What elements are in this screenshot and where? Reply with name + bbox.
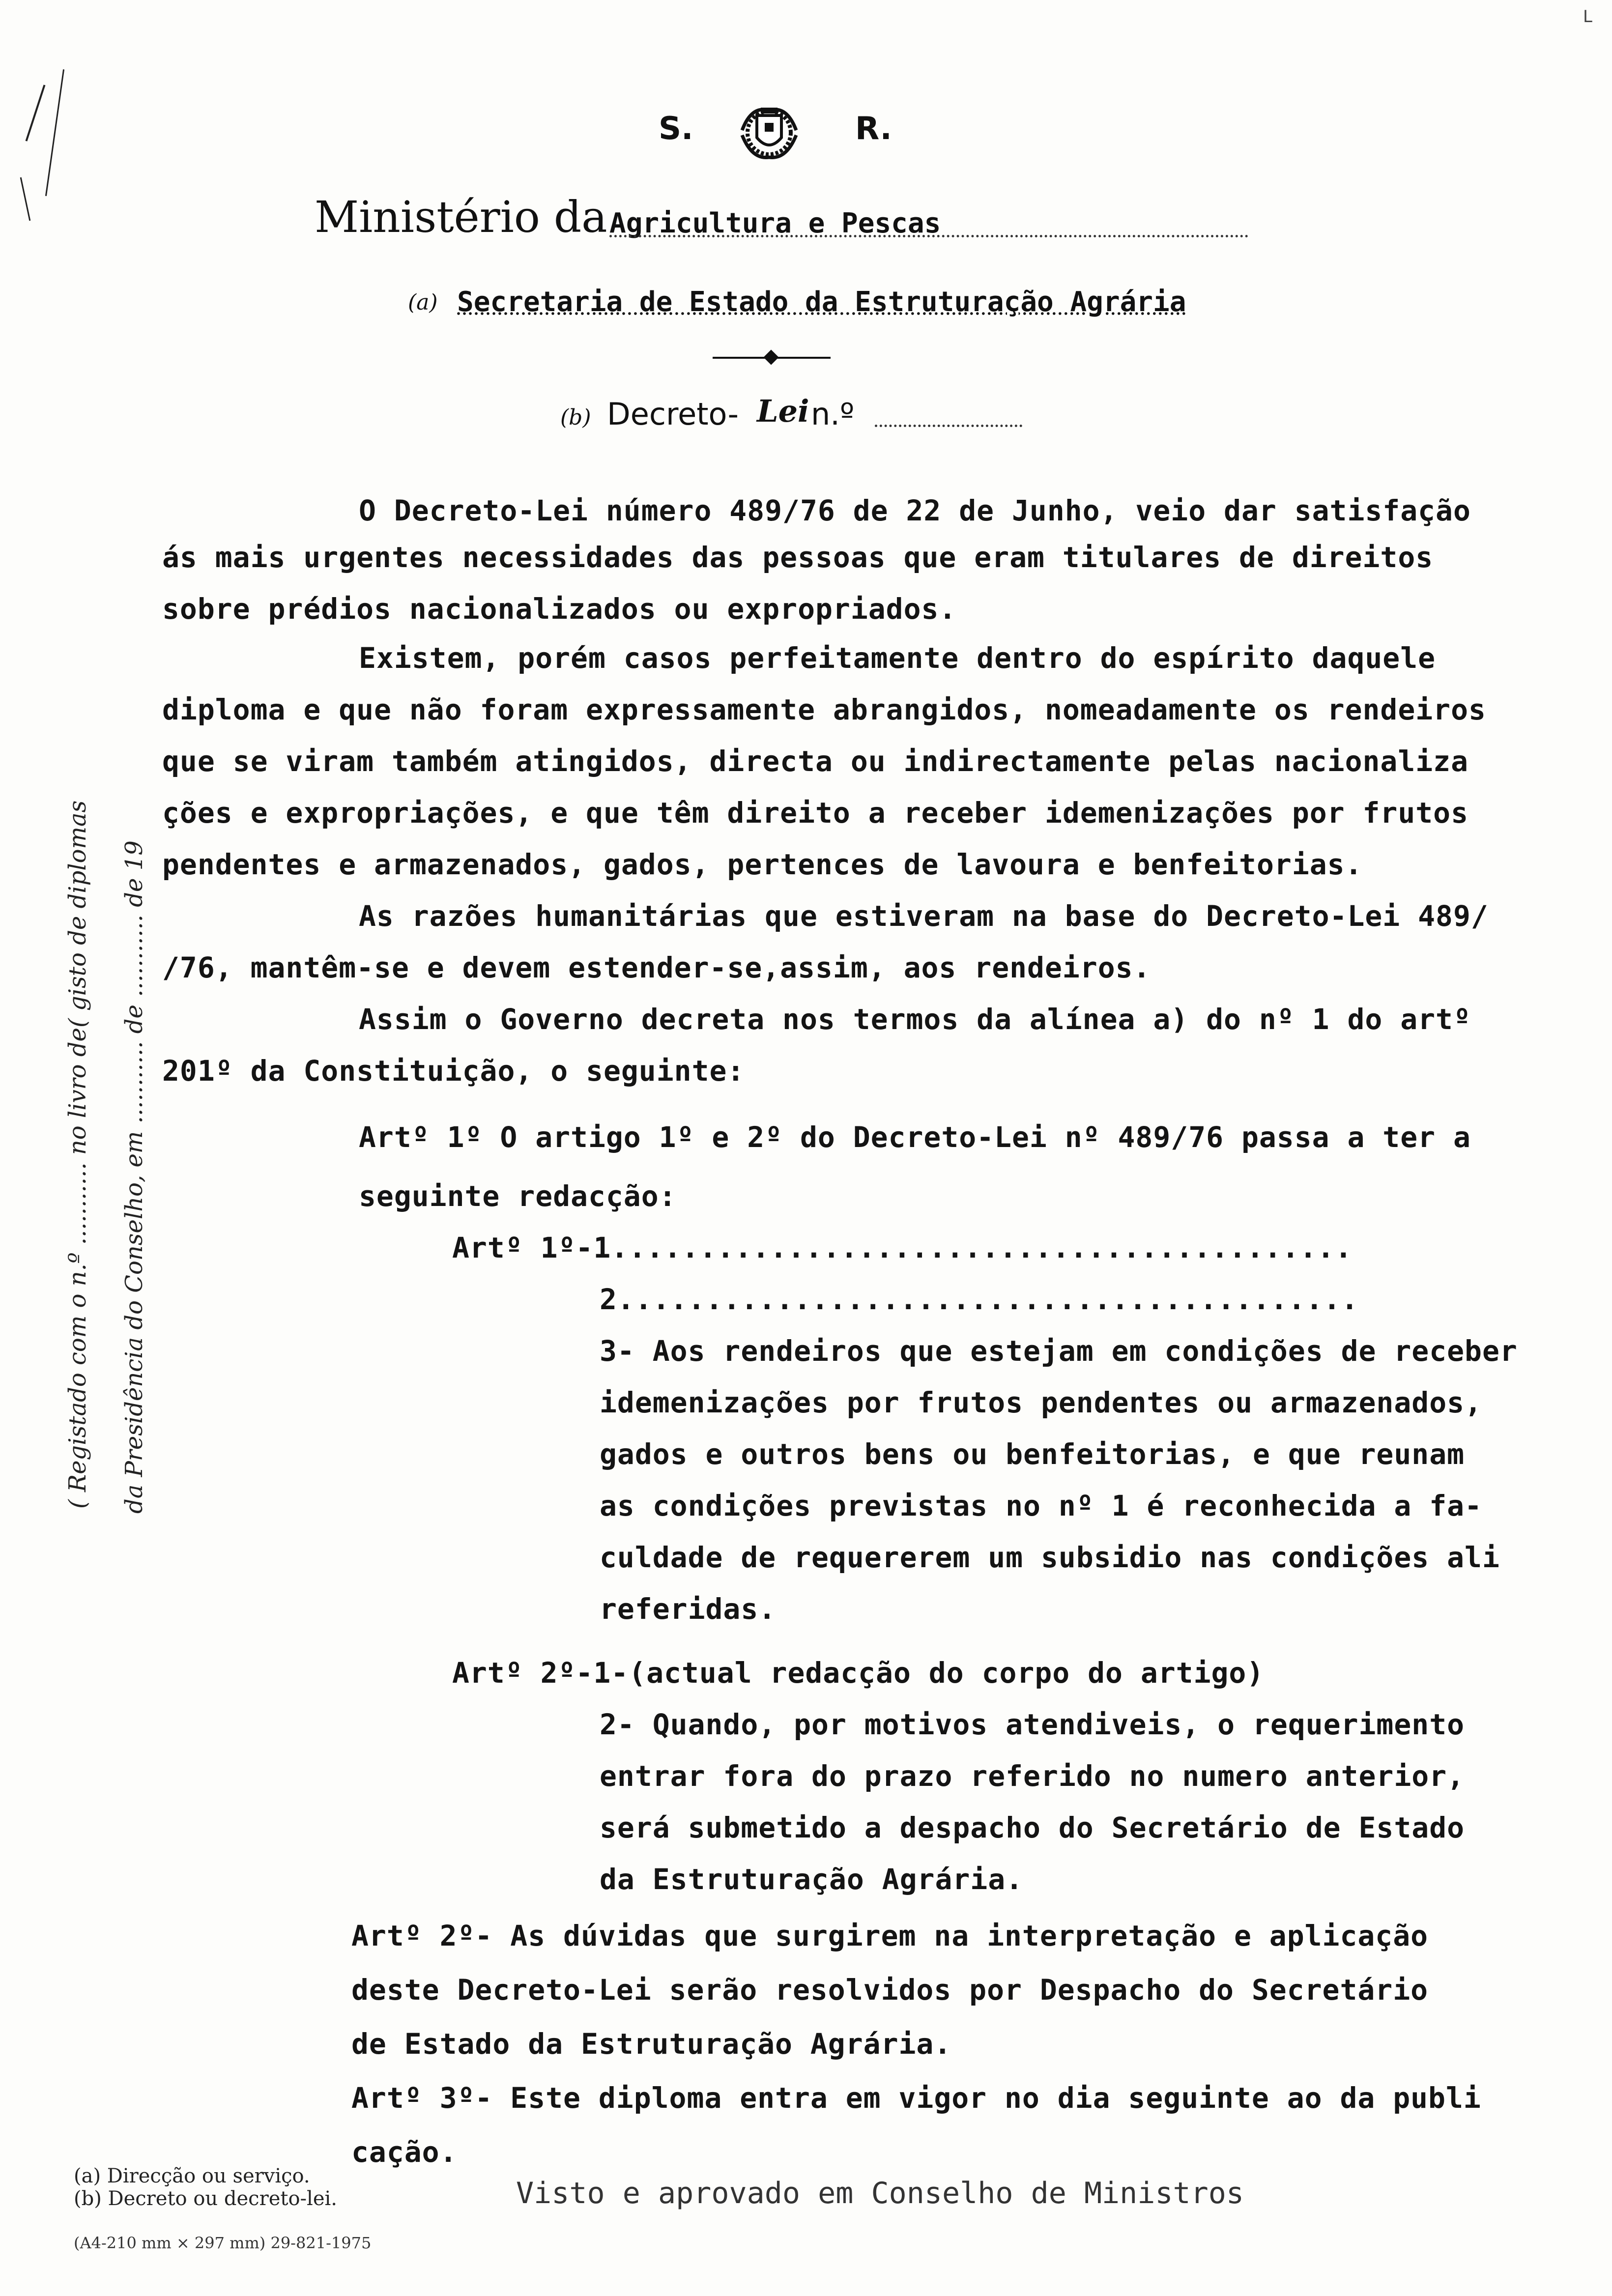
body-line: Artº 2º- As dúvidas que surgirem na interpretação e aplicação bbox=[351, 1919, 1429, 1952]
r-letter: R. bbox=[855, 111, 892, 147]
body-line: ás mais urgentes necessidades das pessoas que eram titulares de direitos bbox=[162, 541, 1434, 574]
s-letter: S. bbox=[659, 111, 693, 147]
footnote-mark-a: (a) bbox=[408, 290, 438, 315]
footnote-mark-b: (b) bbox=[560, 405, 591, 430]
body-line: Artº 3º- Este diploma entra em vigor no dia seguinte ao da publi bbox=[351, 2081, 1481, 2115]
body-line: culdade de requererem um subsidio nas condições ali bbox=[600, 1541, 1500, 1574]
decree-label: Decreto- bbox=[607, 396, 739, 432]
registration-note: ( Registado com o n.º ........... no livro de( gisto de diplomas bbox=[64, 800, 91, 1509]
footnotes bbox=[74, 2165, 337, 2210]
body-line: idemenizações por frutos pendentes ou armazenados, bbox=[600, 1386, 1482, 1419]
footnote-a: (a) Direcção ou serviço. bbox=[74, 2165, 310, 2187]
body-line: seguinte redacção: bbox=[359, 1179, 677, 1213]
body-line: 3- Aos rendeiros que estejam em condições de receber bbox=[600, 1334, 1518, 1368]
body-line: Existem, porém casos perfeitamente dentro do espírito daquele bbox=[359, 641, 1436, 675]
body-line: Artº 1º O artigo 1º e 2º do Decreto-Lei nº 489/76 passa a ter a bbox=[359, 1120, 1471, 1154]
approval-line: Visto e aprovado em Conselho de Ministros bbox=[516, 2176, 1244, 2210]
body-line: as condições previstas no nº 1 é reconhecida a fa- bbox=[600, 1489, 1482, 1522]
body-line: 2.......................................... bbox=[600, 1283, 1359, 1316]
footnote-b: (b) Decreto ou decreto-lei. bbox=[74, 2187, 338, 2210]
registration-note-date: da Presidência do Conselho, em ........... de ........... de 19 bbox=[120, 840, 148, 1514]
body-line: 2- Quando, por motivos atendiveis, o requerimento bbox=[600, 1708, 1465, 1741]
ministry-label: Ministério da bbox=[315, 192, 607, 242]
body-line: deste Decreto-Lei serão resolvidos por Despacho do Secretário bbox=[351, 1973, 1429, 2007]
corner-mark: L bbox=[1583, 7, 1592, 27]
body-line: /76, mantêm-se e devem estender-se,assim, aos rendeiros. bbox=[162, 951, 1151, 984]
secretariat-name: Secretaria de Estado da Estruturação Agrária bbox=[457, 286, 1186, 318]
body-line: referidas. bbox=[600, 1592, 777, 1626]
body-line: sobre prédios nacionalizados ou expropriados. bbox=[162, 592, 957, 626]
body-line: pendentes e armazenados, gados, pertences de lavoura e benfeitorias. bbox=[162, 848, 1363, 881]
body-line: 201º da Constituição, o seguinte: bbox=[162, 1054, 745, 1088]
body-line: Artº 1º-1.......................................... bbox=[452, 1231, 1353, 1264]
body-line: entrar fora do prazo referido no numero anterior, bbox=[600, 1759, 1465, 1793]
decree-number-label: n.º bbox=[811, 396, 855, 432]
body-line: será submetido a despacho do Secretário de Estado bbox=[600, 1811, 1465, 1844]
body-line: da Estruturação Agrária. bbox=[600, 1863, 1024, 1896]
body-line: que se viram também atingidos, directa ou indirectamente pelas nacionaliza bbox=[162, 745, 1469, 778]
body-line: As razões humanitárias que estiveram na base do Decreto-Lei 489/ bbox=[359, 899, 1489, 933]
paper-format-note: (A4-210 mm × 297 mm) 29-821-1975 bbox=[74, 2234, 372, 2252]
body-line: Assim o Governo decreta nos termos da alínea a) do nº 1 do artº bbox=[359, 1003, 1471, 1036]
body-line: gados e outros bens ou benfeitorias, e que reunam bbox=[600, 1437, 1465, 1471]
ministry-name: Agricultura e Pescas bbox=[609, 207, 941, 239]
body-line: diploma e que não foram expressamente abrangidos, nomeadamente os rendeiros bbox=[162, 693, 1486, 726]
decree-handwritten: Lei bbox=[757, 393, 809, 429]
body-line: ções e expropriações, e que têm direito a receber idemenizações por frutos bbox=[162, 796, 1469, 830]
body-line: Artº 2º-1-(actual redacção do corpo do artigo) bbox=[452, 1656, 1265, 1690]
body-line: cação. bbox=[351, 2135, 458, 2169]
body-line: de Estado da Estruturação Agrária. bbox=[351, 2027, 952, 2061]
body-line: O Decreto-Lei número 489/76 de 22 de Junho, veio dar satisfação bbox=[359, 494, 1471, 527]
